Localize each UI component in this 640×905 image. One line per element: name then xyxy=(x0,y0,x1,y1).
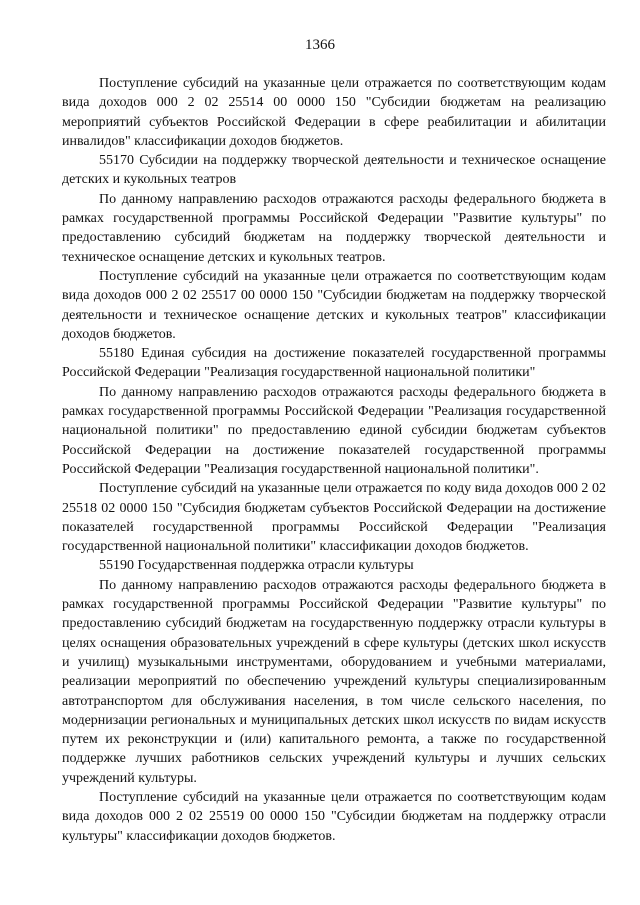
document-body xyxy=(62,74,606,846)
heading-55190: 55190 Государственная поддержка отрасли культуры xyxy=(99,558,414,574)
paragraph-55180-description: По данному направлению расходов отражаются расходы федерального бюджета в рамках государственной программы Российской Федерации "Реализация государственной национальной политики" по предоставлению единой субсидии бюджетам субъектов Российской Федерации на достижение показателей государственной программы Российской Федерации "Реализация государственной национальной политики". xyxy=(62,384,606,477)
heading-55170: 55170 Субсидии на поддержку творческой деятельности и техническое оснащение детских и кукольных театров xyxy=(62,153,606,188)
paragraph-income-subsidies-rehabilitation: Поступление субсидий на указанные цели отражается по соответствующим кодам вида доходов 000 2 02 25514 00 0000 150 "Субсидии бюджетам на реализацию мероприятий субъектов Российской Федерации в сфере реабилитации и абилитации инвалидов" классификации доходов бюджетов. xyxy=(62,76,606,149)
heading-55180: 55180 Единая субсидия на достижение показателей государственной программы Российской Федерации "Реализация государственной национальной политики" xyxy=(62,346,606,381)
paragraph-55170-description: По данному направлению расходов отражаются расходы федерального бюджета в рамках государственной программы Российской Федерации "Развитие культуры" по предоставлению субсидий бюджетам на поддержку творческой деятельности и техническое оснащение детских и кукольных театров. xyxy=(62,191,606,265)
paragraph-55190-income: Поступление субсидий на указанные цели отражается по соответствующим кодам вида доходов 000 2 02 25519 00 0000 150 "Субсидии бюджетам на поддержку отрасли культуры" классификации доходов бюджетов. xyxy=(62,789,606,844)
paragraph-55170-income: Поступление субсидий на указанные цели отражается по соответствующим кодам вида доходов 000 2 02 25517 00 0000 150 "Субсидии бюджетам на поддержку творческой деятельности и техническое оснащение детских и кукольных театров" классификации доходов бюджетов. xyxy=(62,268,606,342)
paragraph-55190-description: По данному направлению расходов отражаются расходы федерального бюджета в рамках государственной программы Российской Федерации "Развитие культуры" по предоставлению субсидий бюджетам на государственную поддержку отрасли культуры в целях оснащения образовательных учреждений в сфере культуры (детских школ искусств и училищ) музыкальными инструментами, оборудованием и учебными материалами, реализации мероприятий по обеспечению учреждений культуры специализированным автотранспортом для обслуживания населения, в том числе сельского населения, по модернизации региональных и муниципальных детских школ искусств по видам искусств путем их реконструкции и (или) капитального ремонта, а также по государственной поддержке лучших работников сельских учреждений культуры и лучших сельских учреждений культуры. xyxy=(62,577,606,786)
page-number: 1366 xyxy=(305,37,335,53)
paragraph-55180-income: Поступление субсидий на указанные цели отражается по коду вида доходов 000 2 02 25518 02 0000 150 "Субсидия бюджетам субъектов Российской Федерации на достижение показателей государственной программы Российской Федерации "Реализация государственной национальной политики" классификации доходов бюджетов. xyxy=(62,481,606,555)
